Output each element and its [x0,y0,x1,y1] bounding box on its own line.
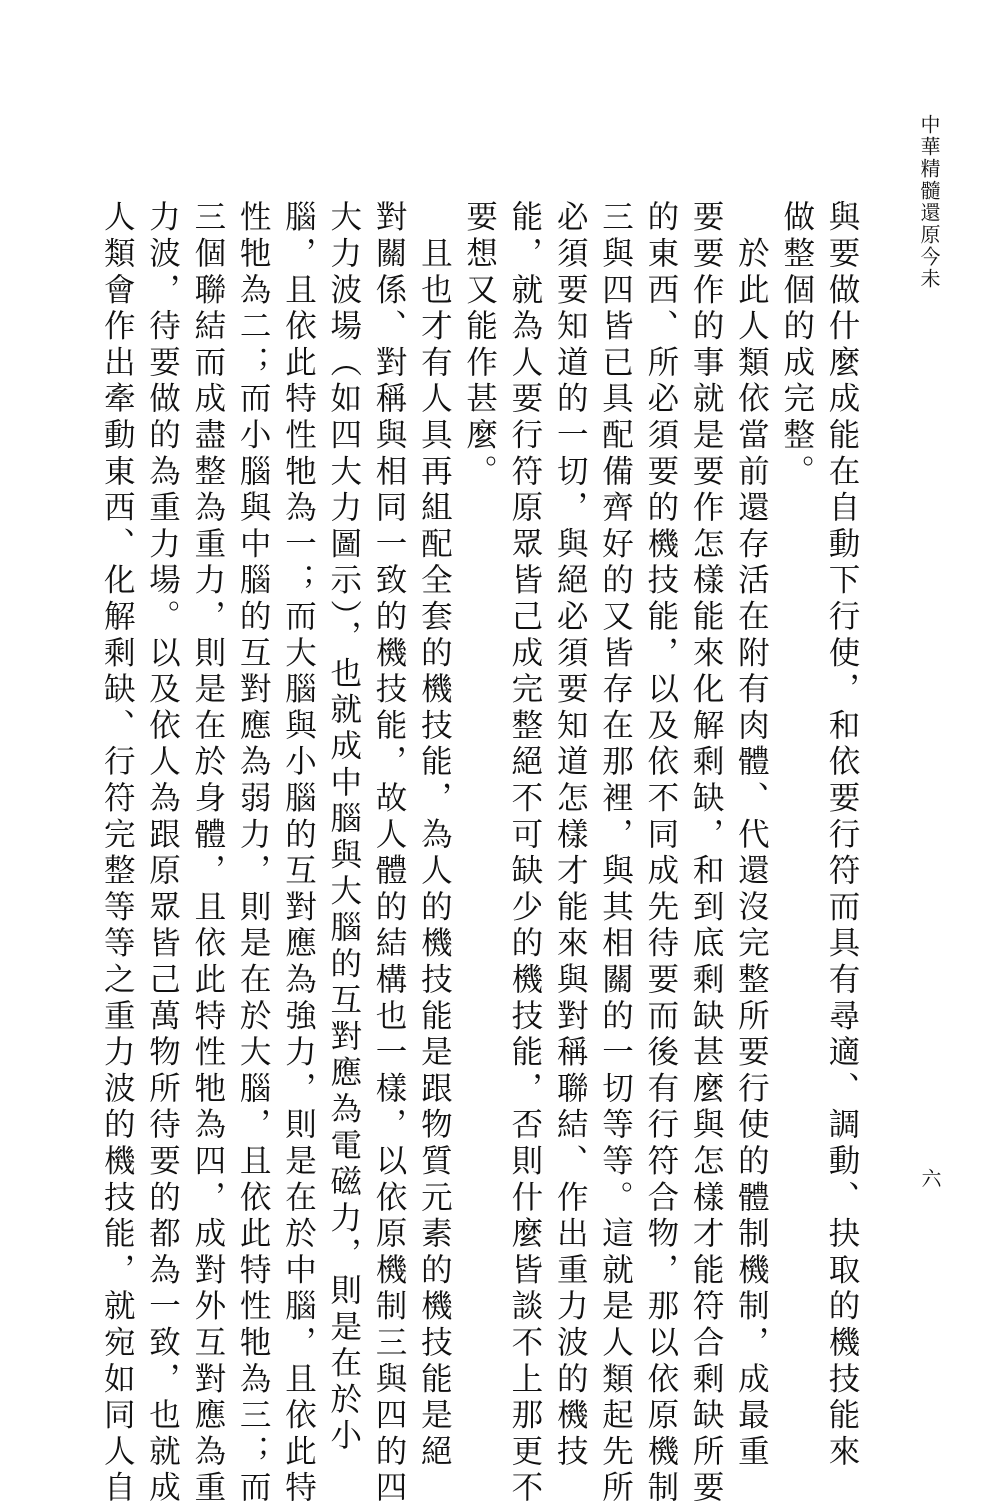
text-line: 做整個的成完整。 [778,200,815,491]
text-line: 於此人類依當前還存活在附有肉體、代還沒完整所要行使的體制機制，成最重 [733,200,770,1471]
text-line: 且也才有人具再組配全套的機技能，為人的機技能是跟物質元素的機技能是絕 [416,200,453,1471]
text-line: 與要做什麼成能在自動下行使，和依要行符而具有尋適、調動、抉取的機技能來 [824,200,860,1471]
text-line: 要要作的事就是要作怎樣能來化解剩缺，和到底剩缺甚麼與怎樣才能符合剩缺所要 [688,200,725,1507]
page-number: 六 [918,1168,942,1188]
body-text [99,200,864,1507]
text-line: 力波，待要做的為重力場。以及依人為跟原眾皆己萬物所待要的都為一致，也就成 [144,200,181,1507]
text-line: 大力波場（如四大力圖示），也就成中腦與大腦的互對應為電磁力，則是在於小 [325,200,362,1455]
text-line: 必須要知道的一切，與絕必須要知道怎樣才能來與對稱聯結、作出重力波的機技 [552,200,589,1471]
text-line: 三個聯結而成盡整為重力，則是在於身體，且依此特性牠為四，成對外互對應為重 [189,200,226,1507]
text-line: 能，就為人要行符原眾皆己成完整絕不可缺少的機技能，否則什麼皆談不上那更不 [506,200,543,1507]
text-line: 三與四皆已具配備齊好的又皆存在那裡，與其相關的一切等等。這就是人類起先所 [597,200,634,1507]
text-line: 要想又能作甚麼。 [461,200,498,491]
text-line: 對關係、對稱與相同一致的機技能，故人體的結構也一樣，以依原機制三與四的四 [371,200,408,1507]
running-head: 中華精髓還原今未 [917,114,941,290]
text-line: 人類會作出牽動東西、化解剩缺、行符完整等等之重力波的機技能，就宛如同人自 [99,200,136,1507]
text-line: 的東西、所必須要的機技能，以及依不同成先待要而後有行符合物，那以依原機制 [642,200,679,1507]
text-line: 腦，且依此特性牠為一；而大腦與小腦的互對應為強力，則是在於中腦，且依此特 [280,200,317,1507]
text-line: 性牠為二；而小腦與中腦的互對應為弱力，則是在於大腦，且依此特性牠為三；而 [235,200,272,1507]
